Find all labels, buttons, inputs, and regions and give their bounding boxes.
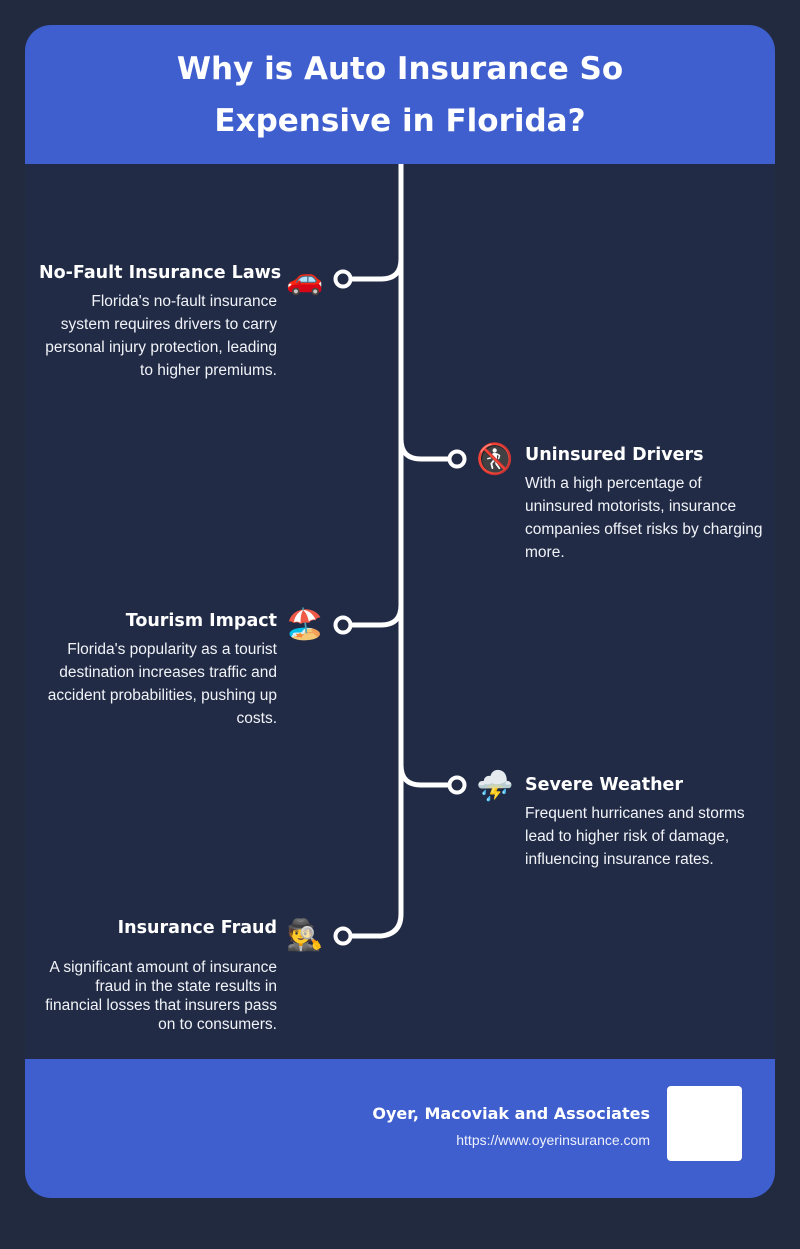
item-description: Florida's popularity as a tourist destination increases traffic and accident probabilities, pushing up costs. (47, 641, 277, 727)
company-info (372, 1102, 650, 1151)
timeline-node-no-fault (336, 272, 351, 287)
timeline-node-fraud (336, 929, 351, 944)
header-banner (25, 25, 775, 164)
timeline-node-tourism (336, 618, 351, 633)
timeline-item-fraud (39, 916, 277, 1034)
item-description: Florida's no-fault insurance system requires drivers to carry personal injury protection, leading to higher premiums. (45, 293, 277, 379)
detective-icon: 🕵️ (286, 918, 324, 953)
timeline-node-weather (450, 778, 465, 793)
item-description: Frequent hurricanes and storms lead to higher risk of damage, influencing insurance rates. (525, 805, 745, 868)
item-description: A significant amount of insurance fraud in the state results in financial losses that insurers pass on to consumers. (45, 959, 277, 1033)
timeline-item-weather (525, 773, 765, 871)
timeline-item-uninsured (525, 443, 765, 564)
beach-umbrella-icon: 🏖️ (286, 607, 324, 642)
item-title: Severe Weather (525, 775, 684, 795)
no-pedestrians-icon: 🚷 (476, 442, 514, 477)
item-title: No-Fault Insurance Laws (39, 263, 282, 283)
thunderstorm-cloud-icon: ⛈️ (476, 769, 514, 804)
footer-banner (25, 1059, 775, 1198)
item-title: Uninsured Drivers (525, 445, 704, 465)
item-title: Insurance Fraud (117, 918, 277, 938)
item-title: Tourism Impact (125, 611, 277, 631)
timeline-node-uninsured (450, 452, 465, 467)
company-name: Oyer, Macoviak and Associates (372, 1104, 650, 1123)
timeline-item-no-fault (39, 261, 282, 382)
timeline-section (25, 164, 775, 1059)
infographic-card (25, 25, 775, 1198)
company-url[interactable]: https://www.oyerinsurance.com (456, 1132, 650, 1148)
item-description: With a high percentage of uninsured motorists, insurance companies offset risks by charging more. (525, 475, 763, 561)
company-logo-placeholder (667, 1086, 742, 1161)
page-title: Why is Auto Insurance So Expensive in Florida? (176, 50, 624, 139)
red-car-icon: 🚗 (286, 262, 324, 297)
timeline-item-tourism (39, 609, 277, 730)
